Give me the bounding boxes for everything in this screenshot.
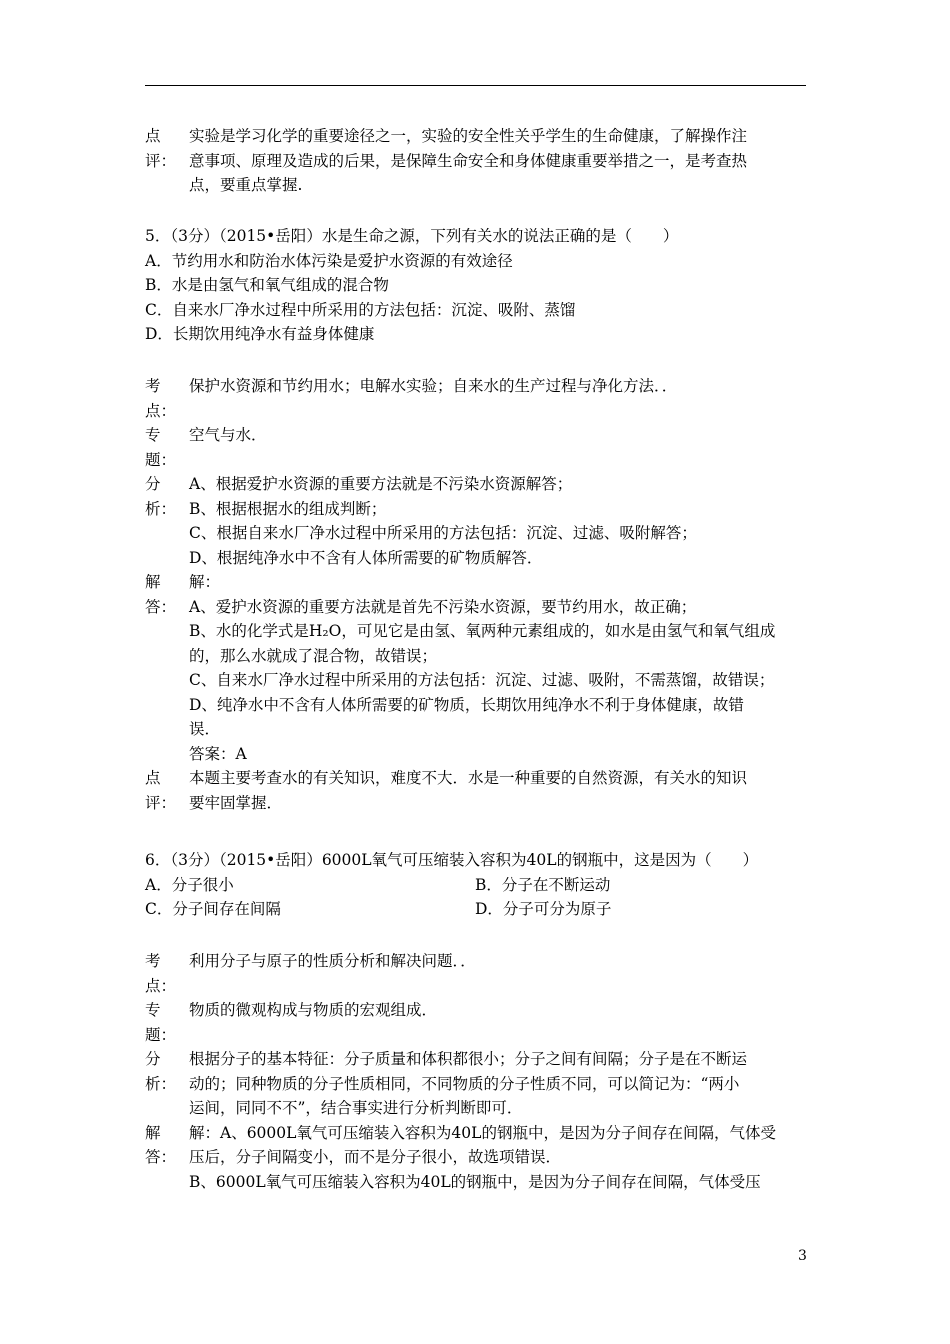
- q5-option-d: D．长期饮用纯净水有益身体健康: [145, 325, 375, 343]
- q6-stem: 6．（3分）（2015•岳阳）6000L氧气可压缩装入容积为40L的钢瓶中，这是因为（ ）: [145, 851, 759, 869]
- q6-option-c: C．分子间存在间隔: [145, 900, 281, 918]
- q5-fenxi: A、根据爱护水资源的重要方法就是不污染水资源解答； B、根据根据水的组成判断； C、根据自来水厂净水过程中所采用的方法包括：沉淀、过滤、吸附解答； D、根据纯净水中不含有人体所需要的矿物质解答．: [189, 475, 697, 567]
- q5-option-b: B．水是由氢气和氧气组成的混合物: [145, 276, 389, 294]
- q6-fenxi: 根据分子的基本特征：分子质量和体积都很小；分子之间有间隔；分子是在不断运 动的；同种物质的分子性质相同，不同物质的分子性质不同，可以简记为：“两小 运间，同同不不”，结合事实进行分析判断即可．: [189, 1050, 748, 1117]
- q5-option-c: C．自来水厂净水过程中所采用的方法包括：沉淀、吸附、蒸馏: [145, 300, 576, 319]
- q5-jieda: 解： A、爱护水资源的重要方法就是首先不污染水资源，要节约用水，故正确； B、水的化学式是H₂O，可见它是由氢、氧两种元素组成的，如水是由氢气和氧气组成 的，那么水就成了混合物，故错误； C、自来水厂净水过程中所采用的方法包括：沉淀、过滤、吸附，不需蒸馏，故错误； D、纯净水中不含有人体所需要的矿物质，长期饮用纯净水不利于身体健康，故错 误． 答案：A: [189, 573, 776, 763]
- q5-stem: 5．（3分）（2015•岳阳）水是生命之源，下列有关水的说法正确的是（ ）: [145, 227, 679, 245]
- page-number: 3: [798, 1248, 807, 1264]
- q5-analysis: 考 点： 保护水资源和节约用水；电解水实验；自来水的生产过程与净化方法．． 专 题： 空气与水． 分 析： A、根据爱护水资源的重要方法就是不污染水资源解答； B、根据根据水的组成判断； C、根据自来水厂净水过程中所采用的方法包括：沉淀、过滤、吸附解答； D、根据纯净水中不含有人体所需要的矿物质解答． 解 答： 解： A、爱护水资源的重要方法就是首先不污染水资源，要节约用水，故正确； B、水的化学式是H₂O，可见它是由氢、氧两种元素组成的，如水是由氢气和氧气组成 的，那么水就成了混合物，故错误； C、自来水厂净水过程中所采用的方法包括：沉淀、过滤、吸附，不需蒸馏，故错误； D、纯净水中不含有人体所需要的矿物质，长期饮用纯净水不利于身体健康，故错 误． 答案：A 点 评： 本题主要考查水的有关知识，难度不大．水是一种重要的自然资源，有关水的知识 要牢固掌握．: [145, 374, 810, 815]
- q6-option-a: A．分子很小: [145, 875, 234, 894]
- q6-option-d: D．分子可分为原子: [475, 900, 612, 918]
- q6-jieda: 解：A、6000L氧气可压缩装入容积为40L的钢瓶中，是因为分子间存在间隔，气体受 压后，分子间隔变小，而不是分子很小，故选项错误． B、6000L氧气可压缩装入容积为40L的钢瓶中，是因为分子间存在间隔，气体受压: [189, 1123, 776, 1191]
- q6-analysis: 考 点： 利用分子与原子的性质分析和解决问题．． 专 题： 物质的微观构成与物质的宏观组成． 分 析： 根据分子的基本特征：分子质量和体积都很小；分子之间有间隔；分子是在不断运 动的；同种物质的分子性质相同，不同物质的分子性质不同，可以简记为：“两小 运间，同同不不”，结合事实进行分析判断即可． 解 答： 解：A、6000L氧气可压缩装入容积为40L的钢瓶中，是因为分子间存在间隔，气体受 压后，分子间隔变小，而不是分子很小，故选项错误． B、6000L氧气可压缩装入容积为40L的钢瓶中，是因为分子间存在间隔，气体受压: [145, 949, 810, 1194]
- q5-kaodian: 保护水资源和节约用水；电解水实验；自来水的生产过程与净化方法．．: [189, 377, 678, 395]
- header-rule: [145, 85, 806, 86]
- section-label: 点 评：: [145, 127, 177, 170]
- q6-zhuanti: 物质的微观构成与物质的宏观组成．: [189, 1001, 438, 1019]
- section-text: 实验是学习化学的重要途径之一，实验的安全性关乎学生的生命健康，了解操作注 意事项、原理及造成的后果，是保障生命安全和身体健康重要举措之一，是考查热 点，要重点掌握.: [189, 127, 748, 194]
- q5-block: [145, 224, 810, 347]
- q6-option-b: B．分子在不断运动: [475, 875, 611, 894]
- q5-zhuanti: 空气与水．: [189, 426, 267, 444]
- prev-comment-section: [145, 124, 810, 198]
- q6-kaodian: 利用分子与原子的性质分析和解决问题．．: [189, 952, 476, 970]
- q5-option-a: A．节约用水和防治水体污染是爱护水资源的有效途径: [145, 251, 513, 270]
- q6-block: [145, 848, 810, 922]
- q5-dianping: 本题主要考查水的有关知识，难度不大．水是一种重要的自然资源，有关水的知识 要牢固掌握．: [189, 769, 748, 812]
